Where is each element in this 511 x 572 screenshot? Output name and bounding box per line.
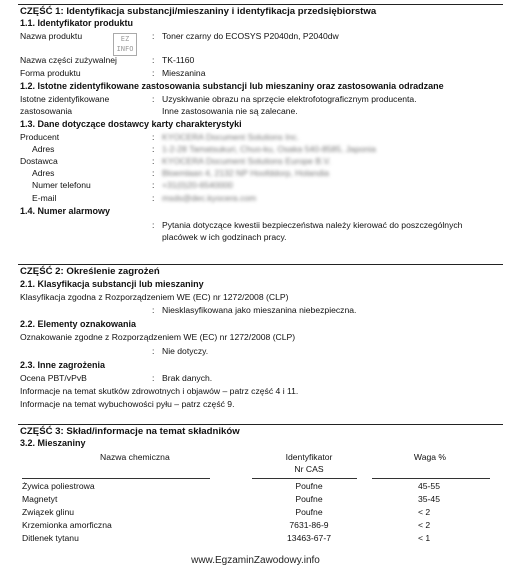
colon: :	[152, 156, 155, 166]
table-row-5-weight: < 1	[418, 533, 431, 543]
uses-value-line2: Inne zastosowania nie są zalecane.	[162, 106, 298, 116]
colon: :	[152, 55, 155, 65]
phone-value: +31(0)20-6540000	[162, 180, 233, 190]
phone-label: Numer telefonu	[32, 180, 91, 190]
column-header-cas: Nr CAS	[294, 464, 324, 474]
table-row-4-name: Krzemionka amorficzna	[22, 520, 112, 530]
producer-address-value: 1-2-28 Tamatsukuri, Chuo-ku, Osaka 540-8585, Japonia	[162, 144, 376, 154]
uses-label-line1: Istotne zidentyfikowane	[20, 94, 110, 104]
section-rule	[18, 264, 503, 265]
table-row-4-cas: 7631-86-9	[289, 520, 329, 530]
section-2-heading: CZĘŚĆ 2: Określenie zagrożeń	[20, 266, 160, 277]
email-label: E-mail	[32, 193, 57, 203]
pbt-value: Brak danych.	[162, 373, 213, 383]
supplier-value: KYOCERA Document Solutions Europe B.V.	[162, 156, 331, 166]
colon: :	[152, 132, 155, 142]
producer-value: KYOCERA Document Solutions Inc.	[162, 132, 300, 142]
form-label: Forma produktu	[20, 68, 81, 78]
table-header-rule	[372, 478, 490, 479]
colon: :	[152, 305, 155, 315]
table-row-2-weight: 35-45	[418, 494, 440, 504]
email-value: msds@dec.kyocera.com	[162, 193, 257, 203]
subsection-3-2-title: 3.2. Mieszaniny	[20, 438, 86, 448]
pbt-label: Ocena PBT/vPvB	[20, 373, 87, 383]
colon: :	[152, 144, 155, 154]
colon: :	[152, 193, 155, 203]
table-row-1-cas: Poufne	[295, 481, 323, 491]
section-3-heading: CZĘŚĆ 3: Skład/informacje na temat składników	[20, 426, 240, 437]
subsection-1-2-title: 1.2. Istotne zidentyfikowane zastosowania substancji lub mieszaniny oraz zastosowania odradzane	[20, 81, 444, 91]
consumable-value: TK-1160	[162, 55, 195, 65]
table-row-1-name: Żywica poliestrowa	[22, 481, 95, 491]
colon: :	[152, 220, 155, 230]
table-row-1-weight: 45-55	[418, 481, 440, 491]
colon: :	[152, 180, 155, 190]
supplier-address-value: Bloemlaan 4, 2132 NP Hoofddorp, Holandia	[162, 168, 330, 178]
table-row-2-cas: Poufne	[295, 494, 323, 504]
producer-address-label: Adres	[32, 144, 55, 154]
subsection-2-3-title: 2.3. Inne zagrożenia	[20, 360, 106, 370]
uses-value-line1: Uzyskiwanie obrazu na sprzęcie elektrofotograficznym producenta.	[162, 94, 417, 104]
logo-stamp: EZ INFO	[113, 33, 137, 56]
table-row-3-weight: < 2	[418, 507, 431, 517]
colon: :	[152, 94, 155, 104]
uses-label-line2: zastosowania	[20, 106, 73, 116]
table-header-rule	[252, 478, 357, 479]
product-name-label: Nazwa produktu	[20, 31, 83, 41]
product-name-value: Toner czarny do ECOSYS P2040dn, P2040dw	[162, 31, 339, 41]
colon: :	[152, 373, 155, 383]
subsection-2-1-title: 2.1. Klasyfikacja substancji lub mieszaniny	[20, 279, 204, 289]
column-header-identifier: Identyfikator	[285, 452, 333, 462]
table-row-3-name: Związek glinu	[22, 507, 75, 517]
classification-label: Klasyfikacja zgodna z Rozporządzeniem WE (EC) nr 1272/2008 (CLP)	[20, 292, 289, 302]
subsection-1-3-title: 1.3. Dane dotyczące dostawcy karty charakterystyki	[20, 119, 242, 129]
footer-watermark-url: www.EgzaminZawodowy.info	[191, 555, 320, 566]
table-header-rule	[22, 478, 210, 479]
colon: :	[152, 31, 155, 41]
explosivity-info-text: Informacje na temat wybuchowości pyłu – patrz część 9.	[20, 399, 235, 409]
colon: :	[152, 168, 155, 178]
subsection-1-4-title: 1.4. Numer alarmowy	[20, 206, 111, 216]
table-row-4-weight: < 2	[418, 520, 431, 530]
subsection-1-1-title: 1.1. Identyfikator produktu	[20, 18, 134, 28]
table-row-5-name: Ditlenek tytanu	[22, 533, 79, 543]
alarm-value-line1: Pytania dotyczące kwestii bezpieczeństwa należy kierować do poszczególnych	[162, 220, 463, 230]
form-value: Mieszanina	[162, 68, 206, 78]
supplier-address-label: Adres	[32, 168, 55, 178]
supplier-label: Dostawca	[20, 156, 58, 166]
alarm-value-line2: placówek w ich godzinach pracy.	[162, 232, 287, 242]
colon: :	[152, 346, 155, 356]
table-row-5-cas: 13463-67-7	[287, 533, 331, 543]
column-header-name: Nazwa chemiczna	[100, 452, 170, 462]
labelling-value: Nie dotyczy.	[162, 346, 209, 356]
consumable-label: Nazwa części zużywalnej	[20, 55, 117, 65]
table-row-2-name: Magnetyt	[22, 494, 58, 504]
colon: :	[152, 68, 155, 78]
column-header-weight: Waga %	[413, 452, 447, 462]
classification-value: Niesklasyfikowana jako mieszanina niebezpieczna.	[162, 305, 357, 315]
section-rule	[18, 4, 503, 5]
labelling-label: Oznakowanie zgodne z Rozporządzeniem WE (EC) nr 1272/2008 (CLP)	[20, 332, 296, 342]
health-info-text: Informacje na temat skutków zdrowotnych i objawów – patrz część 4 i 11.	[20, 386, 299, 396]
subsection-2-2-title: 2.2. Elementy oznakowania	[20, 319, 137, 329]
producer-label: Producent	[20, 132, 60, 142]
section-rule	[18, 424, 503, 425]
table-row-3-cas: Poufne	[295, 507, 323, 517]
section-1-heading: CZĘŚĆ 1: Identyfikacja substancji/mieszaniny i identyfikacja przedsiębiorstwa	[20, 6, 377, 17]
